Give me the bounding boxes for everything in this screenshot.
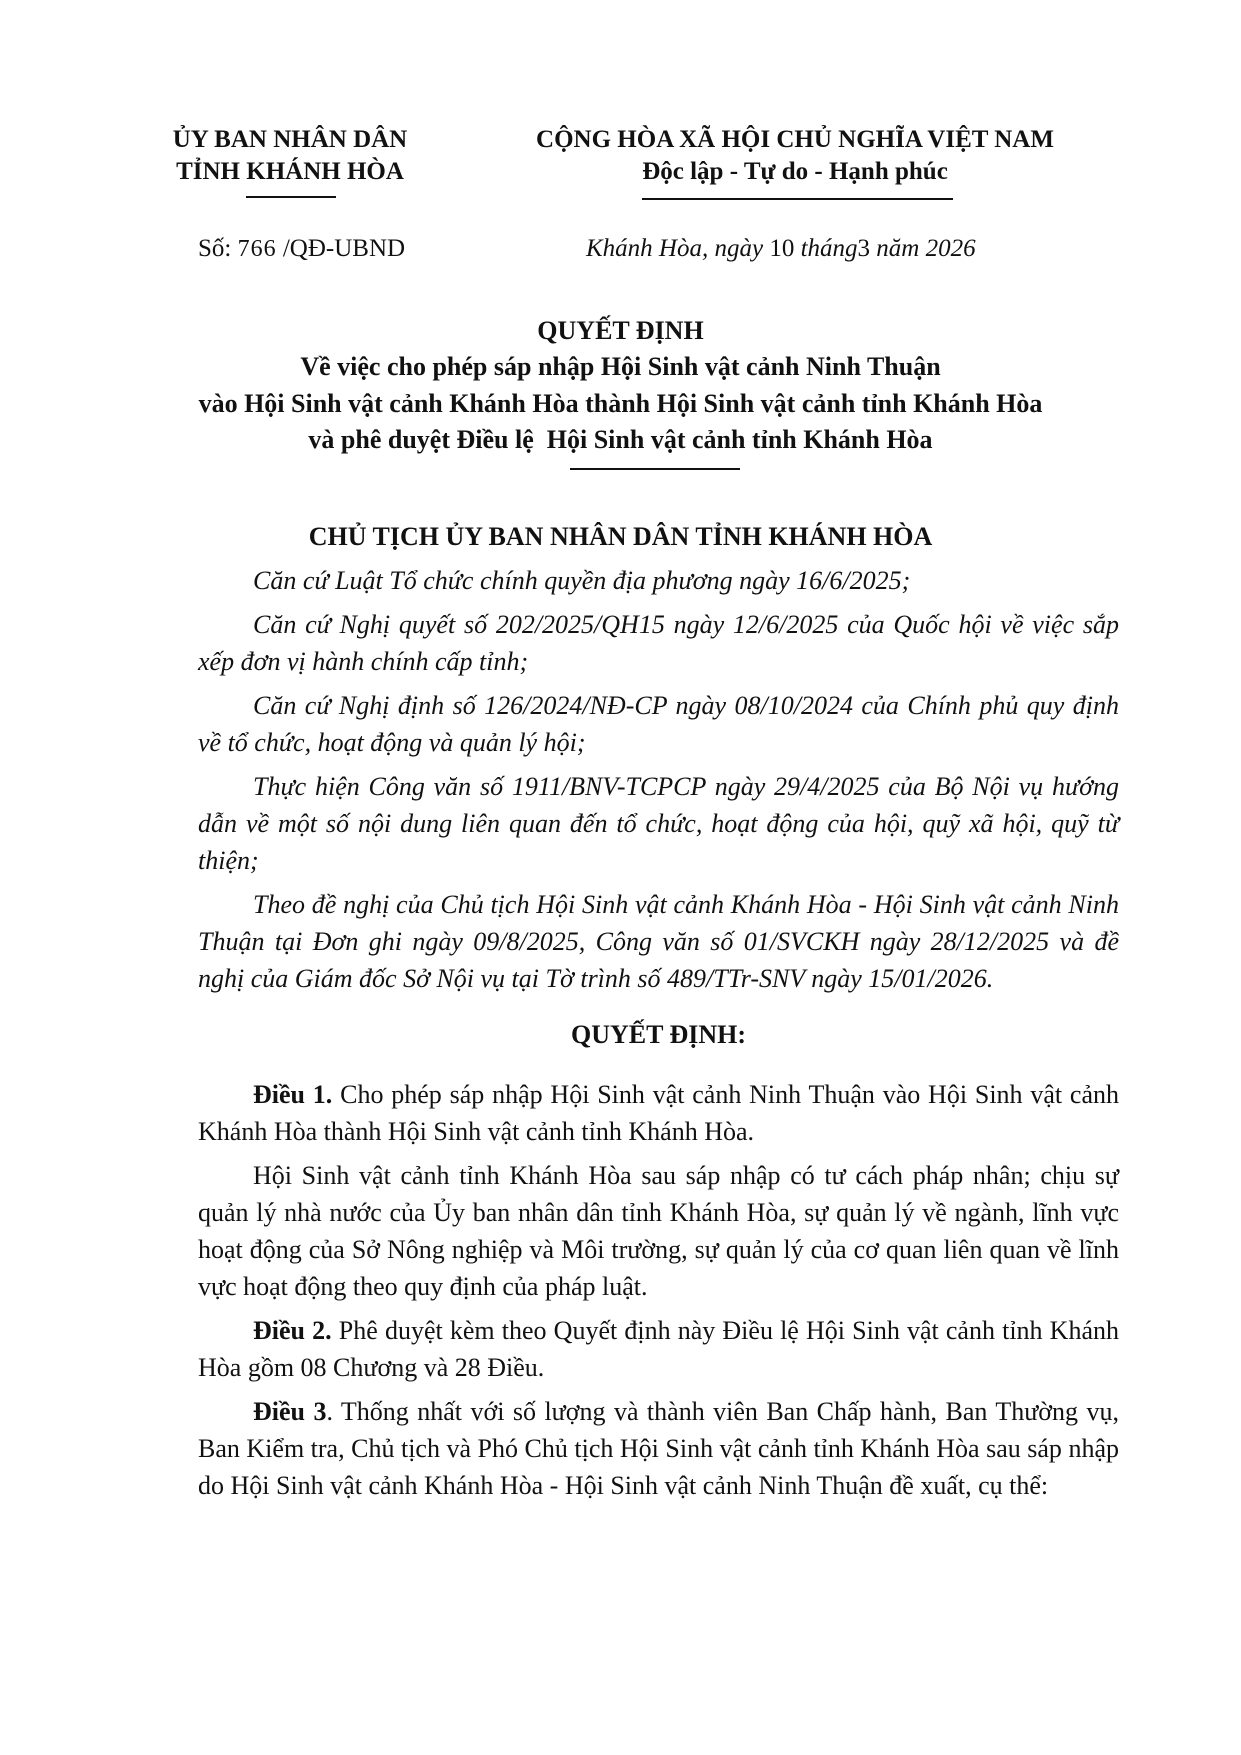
agency-line-2: TỈNH KHÁNH HÒA [176, 158, 404, 185]
legal-basis-4: Thực hiện Công văn số 1911/BNV-TCPCP ngày 29/4/2025 của Bộ Nội vụ hướng dẫn về một số nội dung liên quan đến tổ chức, hoạt động của hội, quỹ xã hội, quỹ từ thiện; [198, 772, 1119, 875]
decision-heading: QUYẾT ĐỊNH: [570, 1020, 747, 1049]
issuing-authority: CHỦ TỊCH ỦY BAN NHÂN DÂN TỈNH KHÁNH HÒA [308, 522, 933, 551]
document-date: Khánh Hòa, ngày 10 tháng3 năm 2026 [586, 235, 976, 262]
nation-name: CỘNG HÒA XÃ HỘI CHỦ NGHĨA VIỆT NAM [536, 126, 1054, 153]
article-3 [198, 1393, 1119, 1504]
article-1-paragraph-2: Hội Sinh vật cảnh tỉnh Khánh Hòa sau sáp nhập có tư cách pháp nhân; chịu sự quản lý nhà nước của Ủy ban nhân dân tỉnh Khánh Hòa, sự quản lý về ngành, lĩnh vực hoạt động của Sở Nông nghiệp và Môi trường, sự quản lý của cơ quan liên quan về lĩnh vực hoạt động theo quy định của pháp luật. [198, 1161, 1119, 1301]
document-body [198, 562, 1119, 1511]
article-2-label: Điều 2. [253, 1316, 332, 1345]
national-motto [500, 124, 1090, 188]
subject-line-1: Về việc cho phép sáp nhập Hội Sinh vật cảnh Ninh Thuận [300, 352, 941, 381]
agency-underline [246, 196, 336, 198]
document-subject [100, 349, 1141, 459]
legal-basis-1: Căn cứ Luật Tổ chức chính quyền địa phương ngày 16/6/2025; [253, 566, 911, 595]
article-3-label: Điều 3 [253, 1397, 327, 1426]
document-title: QUYẾT ĐỊNH [537, 316, 704, 345]
article-2 [198, 1312, 1119, 1386]
legal-basis-3: Căn cứ Nghị định số 126/2024/NĐ-CP ngày 08/10/2024 của Chính phủ quy định về tổ chức, hoạt động và quản lý hội; [198, 691, 1119, 757]
subject-line-2: vào Hội Sinh vật cảnh Khánh Hòa thành Hội Sinh vật cảnh tỉnh Khánh Hòa [198, 388, 1043, 418]
nation-motto: Độc lập - Tự do - Hạnh phúc [642, 158, 948, 185]
subject-line-3: và phê duyệt Điều lệ Hội Sinh vật cảnh tỉnh Khánh Hòa [308, 425, 933, 454]
agency-line-1: ỦY BAN NHÂN DÂN [172, 126, 408, 153]
legal-basis-2: Căn cứ Nghị quyết số 202/2025/QH15 ngày 12/6/2025 của Quốc hội về việc sắp xếp đơn vị hành chính cấp tỉnh; [198, 610, 1119, 676]
article-3-text: . Thống nhất với số lượng và thành viên Ban Chấp hành, Ban Thường vụ, Ban Kiểm tra, Chủ tịch và Phó Chủ tịch Hội Sinh vật cảnh tỉnh Khánh Hòa sau sáp nhập do Hội Sinh vật cảnh Khánh Hòa - Hội Sinh vật cảnh Ninh Thuận đề xuất, cụ thể: [198, 1397, 1120, 1500]
subject-underline [570, 468, 740, 470]
article-1 [198, 1076, 1119, 1150]
issuing-agency [150, 124, 430, 188]
motto-underline [642, 198, 953, 200]
article-2-text: Phê duyệt kèm theo Quyết định này Điều lệ Hội Sinh vật cảnh tỉnh Khánh Hòa gồm 08 Chương và 28 Điều. [198, 1316, 1119, 1382]
document-number: Số: 766 /QĐ-UBND [198, 235, 406, 262]
article-1-text: Cho phép sáp nhập Hội Sinh vật cảnh Ninh Thuận vào Hội Sinh vật cảnh Khánh Hòa thành Hội Sinh vật cảnh tỉnh Khánh Hòa. [198, 1080, 1119, 1146]
article-1-label: Điều 1. [253, 1080, 333, 1109]
legal-basis-5: Theo đề nghị của Chủ tịch Hội Sinh vật cảnh Khánh Hòa - Hội Sinh vật cảnh Ninh Thuận tại Đơn ghi ngày 09/8/2025, Công văn số 01/SVCKH ngày 28/12/2025 và đề nghị của Giám đốc Sở Nội vụ tại Tờ trình số 489/TTr-SNV ngày 15/01/2026. [198, 890, 1119, 993]
